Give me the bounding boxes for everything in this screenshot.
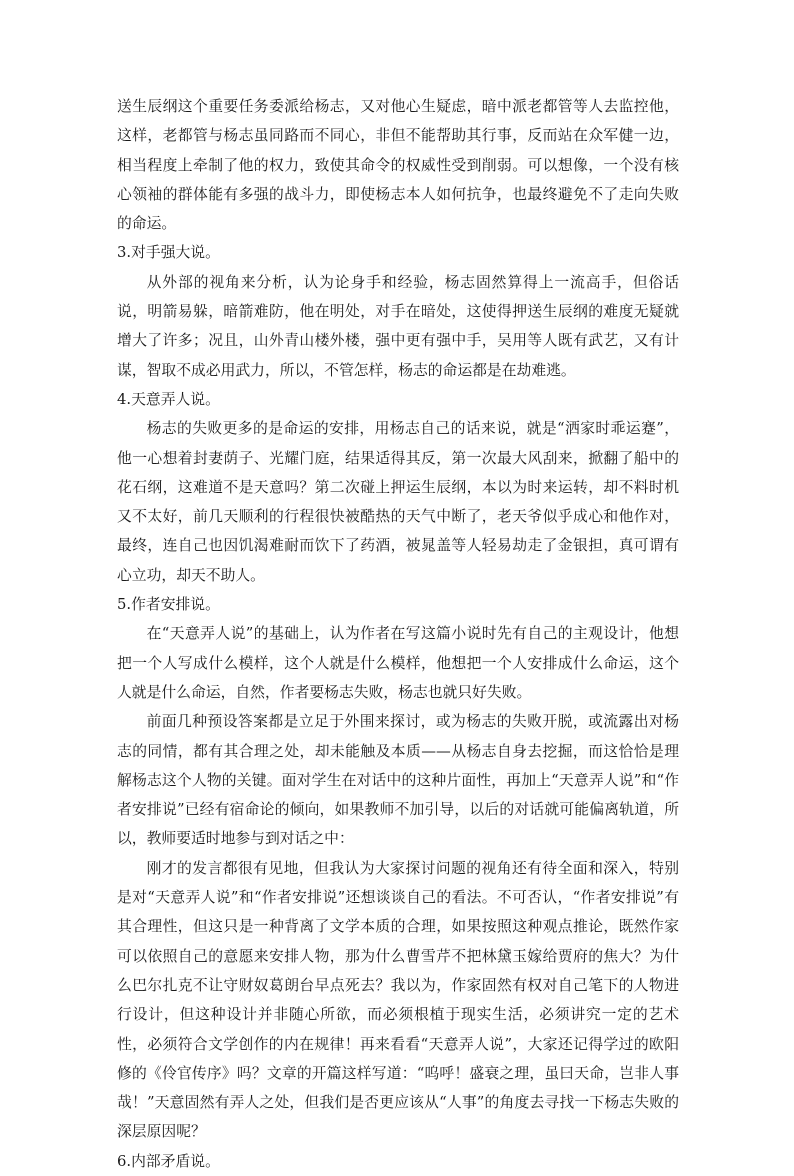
section-heading-5: 5.作者安排说。 (117, 596, 220, 614)
document-page (117, 92, 679, 1176)
section-heading-6: 6.内部矛盾说。 (117, 1152, 220, 1170)
paragraph-opponent-strong: 从外部的视角来分析，认为论身手和经验，杨志固然算得上一流高手，但俗话说，明箭易躲，暗箭难防，他在明处，对手在暗处，这使得押送生辰纲的难度无疑就增大了许多；况且，山外青山楼外楼，强中更有强中手，吴用等人既有武艺，又有计谋，智取不成必用武力，所以，不管怎样，杨志的命运都是在劫难逃。 (117, 273, 679, 379)
paragraph-teacher-remarks: 刚才的发言都很有见地，但我认为大家探讨问题的视角还有待全面和深入，特别是对“天意弄人说”和“作者安排说”还想谈谈自己的看法。不可否认，“作者安排说”有其合理性，但这只是一种背离了文学本质的合理，如果按照这种观点推论，既然作家可以依照自己的意愿来安排人物，那为什么曹雪芹不把林黛玉嫁给贾府的焦大？为什么巴尔扎克不让守财奴葛朗台早点死去？我以为，作家固然有权对自己笔下的人物进行设计，但这种设计并非随心所欲，而必须根植于现实生活，必须讲究一定的艺术性，必须符合文学创作的内在规律！再来看看“天意弄人说”，大家还记得学过的欧阳修的《伶官传序》吗？文章的开篇这样写道：“呜呼！盛衰之理，虽曰天命，岂非人事哉！”天意固然有弄人之处，但我们是否更应该从“人事”的角度去寻找一下杨志失败的深层原因呢？ (117, 859, 679, 1141)
paragraph-continuation: 送生辰纲这个重要任务委派给杨志，又对他心生疑虑，暗中派老都管等人去监控他，这样，老都管与杨志虽同路而不同心，非但不能帮助其行事，反而站在众军健一边，相当程度上牵制了他的权力，致使其命令的权威性受到削弱。可以想像，一个没有核心领袖的群体能有多强的战斗力，即使杨志本人如何抗争，也最终避免不了走向失败的命运。 (117, 98, 679, 233)
section-heading-4: 4.天意弄人说。 (117, 390, 220, 408)
section-heading-3: 3.对手强大说。 (117, 244, 220, 262)
paragraph-fate: 杨志的失败更多的是命运的安排，用杨志自己的话来说，就是“洒家时乖运蹇”，他一心想着封妻荫子、光耀门庭，结果适得其反，第一次最大风刮来，掀翻了船中的花石纲，这难道不是天意吗？第二次碰上押运生辰纲，本以为时来运转，却不料时机又不太好，前几天顺利的行程很快被酷热的天气中断了，老天爷似乎成心和他作对，最终，连自己也因饥渴难耐而饮下了药酒，被晁盖等人轻易劫走了金银担，真可谓有心立功，却天不助人。 (117, 420, 679, 584)
paragraph-analysis: 前面几种预设答案都是立足于外围来探讨，或为杨志的失败开脱，或流露出对杨志的同情，都有其合理之处，却未能触及本质——从杨志自身去挖掘，而这恰恰是理解杨志这个人物的关键。面对学生在对话中的这种片面性，再加上“天意弄人说”和“作者安排说”已经有宿命论的倾向，如果教师不加引导，以后的对话就可能偏离轨道，所以，教师要适时地参与到对话之中： (117, 713, 679, 848)
paragraph-author-arrangement: 在“天意弄人说”的基础上，认为作者在写这篇小说时先有自己的主观设计，他想把一个人写成什么模样，这个人就是什么模样，他想把一个人安排成什么命运，这个人就是什么命运，自然，作者要杨志失败，杨志也就只好失败。 (117, 625, 679, 701)
